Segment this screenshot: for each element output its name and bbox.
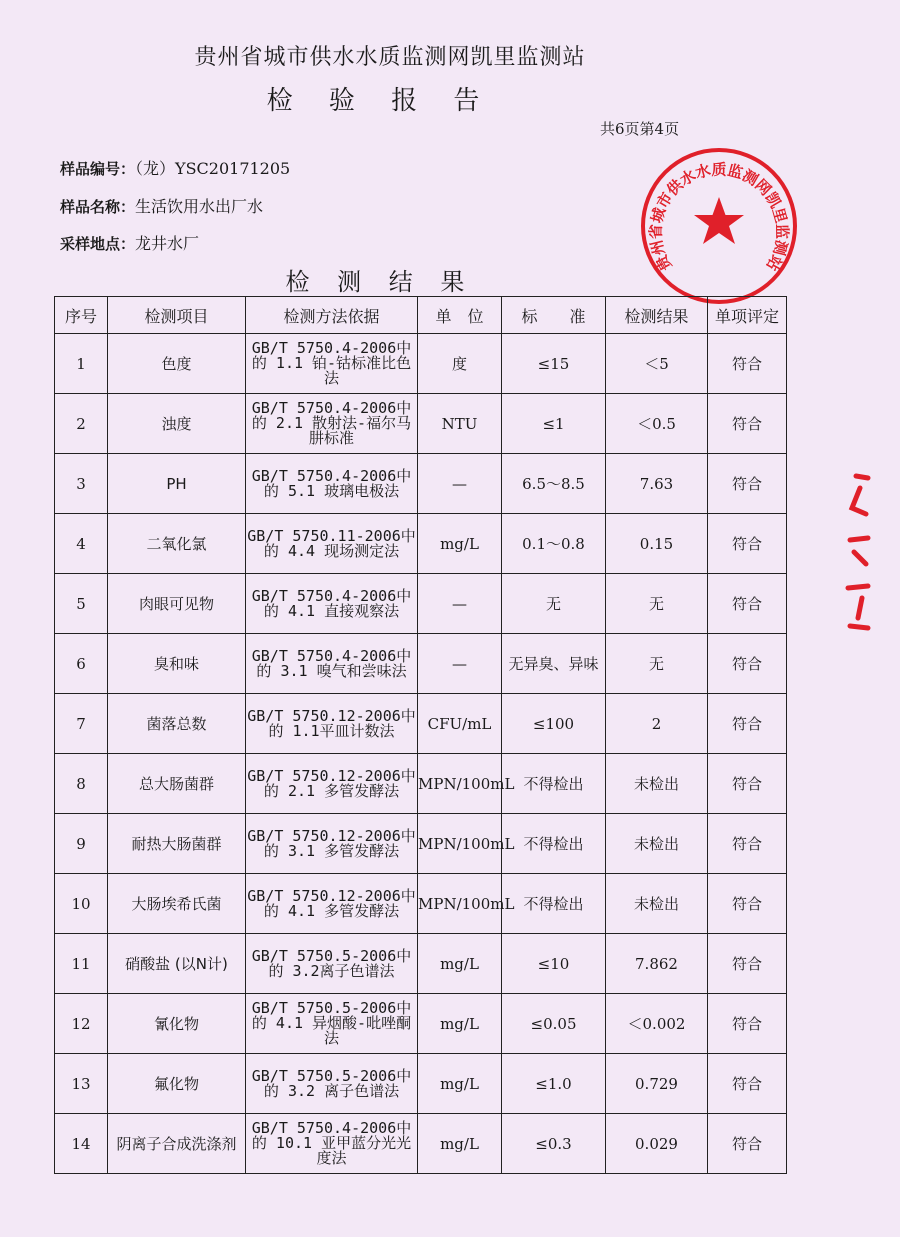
row-result: 7.862 xyxy=(606,934,708,994)
seal-star-icon xyxy=(694,197,744,244)
row-standard: 6.5～8.5 xyxy=(502,454,606,514)
row-item: 硝酸盐 (以N计) xyxy=(108,934,246,994)
row-result: 未检出 xyxy=(606,814,708,874)
row-rating: 符合 xyxy=(708,574,787,634)
sample-number-label: 样品编号： xyxy=(60,160,136,178)
row-result: 0.029 xyxy=(606,1114,708,1174)
table-row xyxy=(55,334,787,394)
report-title: 检 验 报 告 xyxy=(266,86,494,116)
sample-number-value: （龙）YSC20171205 xyxy=(135,159,291,178)
row-no: 10 xyxy=(55,874,108,934)
row-result: 无 xyxy=(606,634,708,694)
row-no: 4 xyxy=(55,514,108,574)
row-item: 色度 xyxy=(108,334,246,394)
row-item: 氟化物 xyxy=(108,1054,246,1114)
row-method: GB/T 5750.5-2006中的 3.2 离子色谱法 xyxy=(246,1054,418,1114)
row-rating: 符合 xyxy=(708,454,787,514)
row-rating: 符合 xyxy=(708,994,787,1054)
sample-location-row xyxy=(60,231,199,254)
row-no: 8 xyxy=(55,754,108,814)
row-no: 9 xyxy=(55,814,108,874)
row-result: ＜0.002 xyxy=(606,994,708,1054)
row-standard: 0.1～0.8 xyxy=(502,514,606,574)
row-item: 大肠埃希氏菌 xyxy=(108,874,246,934)
row-unit: MPN/100mL xyxy=(418,814,502,874)
sample-location-value: 龙井水厂 xyxy=(135,234,200,253)
row-result: 2 xyxy=(606,694,708,754)
row-standard: 不得检出 xyxy=(502,874,606,934)
table-row xyxy=(55,754,787,814)
row-item: 菌落总数 xyxy=(108,694,246,754)
row-standard: ≤100 xyxy=(502,694,606,754)
row-result: ＜5 xyxy=(606,334,708,394)
page-indicator: 共6页第4页 xyxy=(600,120,680,138)
row-item: 臭和味 xyxy=(108,634,246,694)
official-seal-stamp xyxy=(638,145,800,307)
row-no: 14 xyxy=(55,1114,108,1174)
results-title: 检 测 结 果 xyxy=(285,268,475,296)
table-row xyxy=(55,874,787,934)
row-no: 13 xyxy=(55,1054,108,1114)
row-standard: 不得检出 xyxy=(502,814,606,874)
row-no: 1 xyxy=(55,334,108,394)
table-row xyxy=(55,634,787,694)
table-row xyxy=(55,1054,787,1114)
row-no: 6 xyxy=(55,634,108,694)
row-rating: 符合 xyxy=(708,874,787,934)
table-row xyxy=(55,934,787,994)
sample-name-label: 样品名称： xyxy=(60,198,136,216)
row-item: 氰化物 xyxy=(108,994,246,1054)
sample-number-row xyxy=(60,156,290,179)
row-method: GB/T 5750.5-2006中的 4.1 异烟酸-吡唑酮法 xyxy=(246,994,418,1054)
header-result: 检测结果 xyxy=(606,297,708,334)
row-item: 肉眼可见物 xyxy=(108,574,246,634)
header-no: 序号 xyxy=(55,297,108,334)
seal-text: 贵州省城市供水水质监测网凯里监测站 xyxy=(646,160,792,274)
row-unit: mg/L xyxy=(418,934,502,994)
row-method: GB/T 5750.4-2006中的 3.1 嗅气和尝味法 xyxy=(246,634,418,694)
row-standard: ≤1.0 xyxy=(502,1054,606,1114)
sample-name-value: 生活饮用水出厂水 xyxy=(135,197,264,216)
row-rating: 符合 xyxy=(708,334,787,394)
row-unit: — xyxy=(418,634,502,694)
row-method: GB/T 5750.5-2006中的 3.2离子色谱法 xyxy=(246,934,418,994)
row-standard: ≤0.05 xyxy=(502,994,606,1054)
row-rating: 符合 xyxy=(708,1114,787,1174)
row-unit: MPN/100mL xyxy=(418,754,502,814)
row-unit: mg/L xyxy=(418,1054,502,1114)
organization-title: 贵州省城市供水水质监测网凯里监测站 xyxy=(194,45,586,70)
row-unit: CFU/mL xyxy=(418,694,502,754)
row-no: 7 xyxy=(55,694,108,754)
sample-location-label: 采样地点： xyxy=(60,235,136,253)
row-method: GB/T 5750.4-2006中的 4.1 直接观察法 xyxy=(246,574,418,634)
row-method: GB/T 5750.12-2006中的 2.1 多管发酵法 xyxy=(246,754,418,814)
row-unit: — xyxy=(418,574,502,634)
row-unit: mg/L xyxy=(418,514,502,574)
row-unit: NTU xyxy=(418,394,502,454)
header-standard: 标 准 xyxy=(502,297,606,334)
row-item: 阴离子合成洗涤剂 xyxy=(108,1114,246,1174)
header-rating: 单项评定 xyxy=(708,297,787,334)
row-standard: ≤1 xyxy=(502,394,606,454)
row-item: 浊度 xyxy=(108,394,246,454)
row-no: 11 xyxy=(55,934,108,994)
row-standard: ≤10 xyxy=(502,934,606,994)
row-standard: ≤15 xyxy=(502,334,606,394)
table-row xyxy=(55,454,787,514)
row-unit: mg/L xyxy=(418,994,502,1054)
row-no: 2 xyxy=(55,394,108,454)
header-method: 检测方法依据 xyxy=(246,297,418,334)
row-method: GB/T 5750.4-2006中的 5.1 玻璃电极法 xyxy=(246,454,418,514)
row-no: 3 xyxy=(55,454,108,514)
row-result: 0.729 xyxy=(606,1054,708,1114)
table-row xyxy=(55,994,787,1054)
row-method: GB/T 5750.4-2006中的 1.1 铂-钴标准比色法 xyxy=(246,334,418,394)
row-no: 5 xyxy=(55,574,108,634)
row-rating: 符合 xyxy=(708,814,787,874)
row-result: 7.63 xyxy=(606,454,708,514)
row-item: 二氧化氯 xyxy=(108,514,246,574)
row-standard: 不得检出 xyxy=(502,754,606,814)
row-item: PH xyxy=(108,454,246,514)
row-unit: 度 xyxy=(418,334,502,394)
header-item: 检测项目 xyxy=(108,297,246,334)
edge-seal-fragment xyxy=(838,468,878,638)
row-method: GB/T 5750.4-2006中的 10.1 亚甲蓝分光光度法 xyxy=(246,1114,418,1174)
row-method: GB/T 5750.12-2006中的 4.1 多管发酵法 xyxy=(246,874,418,934)
results-table xyxy=(54,296,787,1174)
row-result: 未检出 xyxy=(606,874,708,934)
row-rating: 符合 xyxy=(708,394,787,454)
row-result: ＜0.5 xyxy=(606,394,708,454)
row-rating: 符合 xyxy=(708,634,787,694)
row-result: 无 xyxy=(606,574,708,634)
sample-name-row xyxy=(60,194,263,217)
row-unit: mg/L xyxy=(418,1114,502,1174)
row-rating: 符合 xyxy=(708,1054,787,1114)
table-row xyxy=(55,394,787,454)
row-result: 0.15 xyxy=(606,514,708,574)
row-unit: MPN/100mL xyxy=(418,874,502,934)
row-unit: — xyxy=(418,454,502,514)
row-item: 总大肠菌群 xyxy=(108,754,246,814)
row-standard: 无 xyxy=(502,574,606,634)
row-no: 12 xyxy=(55,994,108,1054)
row-standard: ≤0.3 xyxy=(502,1114,606,1174)
table-row xyxy=(55,514,787,574)
row-standard: 无异臭、异味 xyxy=(502,634,606,694)
row-method: GB/T 5750.12-2006中的 3.1 多管发酵法 xyxy=(246,814,418,874)
row-result: 未检出 xyxy=(606,754,708,814)
table-row xyxy=(55,574,787,634)
row-rating: 符合 xyxy=(708,514,787,574)
row-method: GB/T 5750.4-2006中的 2.1 散射法-福尔马肼标准 xyxy=(246,394,418,454)
table-row xyxy=(55,1114,787,1174)
table-row xyxy=(55,814,787,874)
row-rating: 符合 xyxy=(708,934,787,994)
table-row xyxy=(55,694,787,754)
table-header-row xyxy=(55,297,787,334)
row-item: 耐热大肠菌群 xyxy=(108,814,246,874)
row-method: GB/T 5750.11-2006中的 4.4 现场测定法 xyxy=(246,514,418,574)
row-method: GB/T 5750.12-2006中的 1.1平皿计数法 xyxy=(246,694,418,754)
header-unit: 单 位 xyxy=(418,297,502,334)
row-rating: 符合 xyxy=(708,754,787,814)
row-rating: 符合 xyxy=(708,694,787,754)
